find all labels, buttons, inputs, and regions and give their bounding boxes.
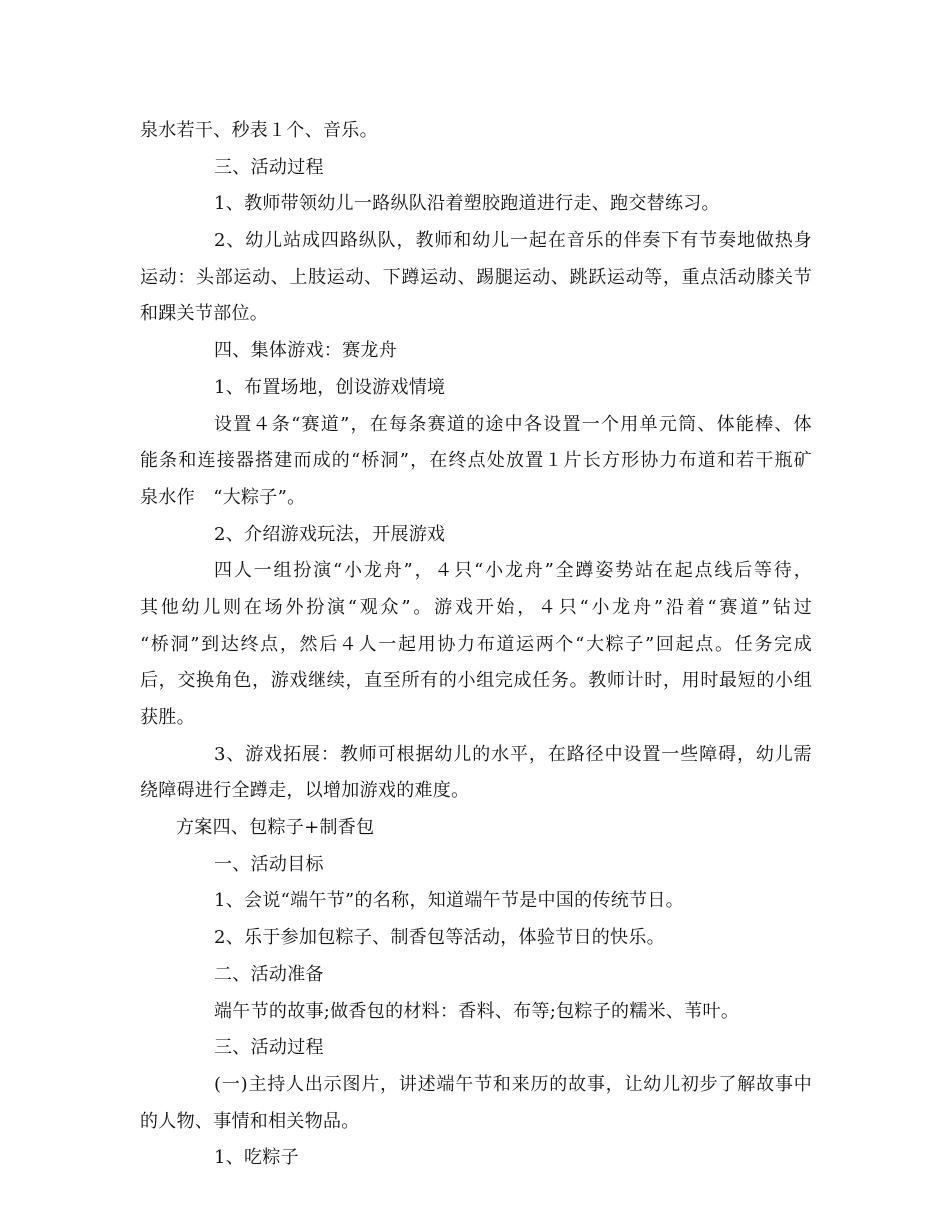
subsection-heading: 2、介绍游戏玩法，开展游戏	[214, 523, 446, 545]
text-line: 设置４条“赛道”，在每条赛道的途中各设置一个用单元筒、体能棒、体	[214, 413, 812, 435]
text-line: 能条和连接器搭建而成的“桥洞”，在终点处放置１片长方形协力布道和若干瓶矿	[140, 450, 812, 472]
text-line: 运动：头部运动、上肢运动、下蹲运动、踢腿运动、跳跃运动等，重点活动膝关节	[140, 266, 812, 288]
section-heading: 四、集体游戏：赛龙舟	[214, 340, 397, 362]
text-line: 端午节的故事;做香包的材料：香料、布等;包粽子的糯米、苇叶。	[214, 1000, 740, 1022]
text-line: 1、会说“端午节”的名称，知道端午节是中国的传统节日。	[214, 890, 684, 912]
text-line: 2、幼儿站成四路纵队，教师和幼儿一起在音乐的伴奏下有节奏地做热身	[214, 230, 812, 252]
text-line: 1、教师带领幼儿一路纵队沿着塑胶跑道进行走、跑交替练习。	[214, 193, 720, 215]
document-body	[140, 113, 812, 1177]
text-line: 绕障碍进行全蹲走，以增加游戏的难度。	[140, 780, 470, 802]
text-line: 泉水若干、秒表１个、音乐。	[140, 120, 378, 141]
text-line: “桥洞”到达终点，然后４人一起用协力布道运两个“大粽子”回起点。任务完成	[140, 633, 812, 655]
section-heading: 二、活动准备	[214, 963, 324, 985]
section-heading: 三、活动过程	[214, 156, 324, 178]
text-line: 获胜。	[140, 707, 195, 728]
plan-heading: 方案四、包粽子+制香包	[176, 817, 375, 839]
text-line: 3、游戏拓展：教师可根据幼儿的水平，在路径中设置一些障碍，幼儿需	[214, 743, 812, 765]
section-heading: 一、活动目标	[214, 853, 324, 875]
text-line: 其他幼儿则在场外扮演“观众”。游戏开始，４只“小龙舟”沿着“赛道”钻过	[140, 596, 812, 618]
text-line: 和踝关节部位。	[140, 303, 269, 325]
text-line: 的人物、事情和相关物品。	[140, 1110, 360, 1132]
text-line: 后，交换角色，游戏继续，直至所有的小组完成任务。教师计时，用时最短的小组	[140, 670, 812, 692]
text-line: (一)主持人出示图片，讲述端午节和来历的故事，让幼儿初步了解故事中	[214, 1073, 812, 1095]
text-line: 2、乐于参加包粽子、制香包等活动，体验节日的快乐。	[214, 927, 665, 949]
subsection-heading: 1、布置场地，创设游戏情境	[214, 376, 446, 398]
text-line: 四人一组扮演“小龙舟”，４只“小龙舟”全蹲姿势站在起点线后等待，	[214, 560, 812, 582]
subsection-heading: 1、吃粽子	[214, 1147, 299, 1169]
text-line: 泉水作 “大粽子”。	[140, 486, 306, 508]
section-heading: 三、活动过程	[214, 1037, 324, 1059]
